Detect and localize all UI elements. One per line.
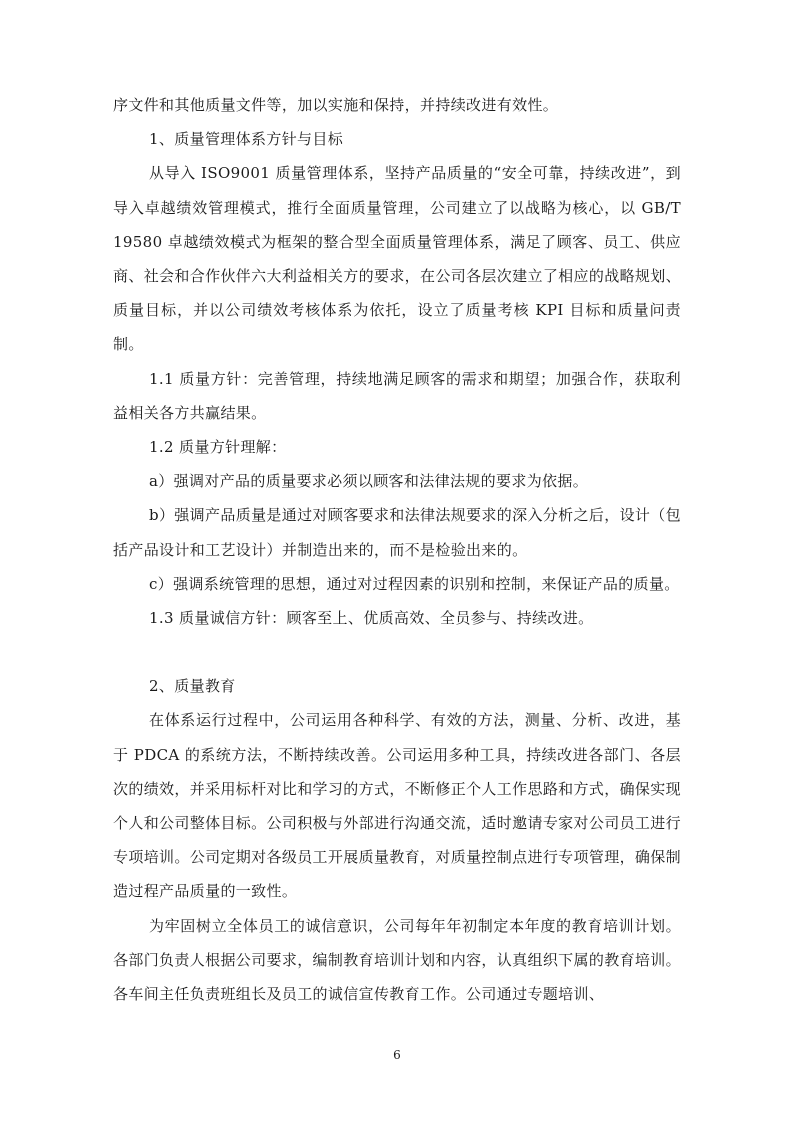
section-heading-quality-education: 2、质量教育: [149, 677, 236, 696]
paragraph-integrity-policy: 1.3 质量诚信方针：顾客至上、优质高效、全员参与、持续改进。: [149, 609, 594, 628]
page-number: 6: [393, 1048, 401, 1062]
paragraph-quality-system: 从导入 ISO9001 质量管理体系，坚持产品质量的“安全可靠，持续改进”，到导入卓越绩效管理模式，推行全面质量管理，公司建立了以战略为核心，以 GB/T 19580 卓越绩效模式为框架的整合型全面质量管理体系，满足了顾客、员工、供应商、社会和合作伙伴六大利益相关方的要求，在公司各层次建立了相应的战略规划、质量目标，并以公司绩效考核体系为依托，设立了质量考核 KPI 目标和质量问责制。: [113, 164, 681, 354]
paragraph-system-operation: 在体系运行过程中，公司运用各种科学、有效的方法，测量、分析、改进，基于 PDCA 的系统方法，不断持续改善。公司运用多种工具，持续改进各部门、各层次的绩效，并采用标杆对比和学习的方式，不断修正个人工作思路和方式，确保实现个人和公司整体目标。公司积极与外部进行沟通交流，适时邀请专家对公司员工进行专项培训。公司定期对各级员工开展质量教育，对质量控制点进行专项管理，确保制造过程产品质量的一致性。: [113, 711, 681, 901]
section-spacer: [113, 635, 681, 669]
section-heading-quality-policy: 1、质量管理体系方针与目标: [149, 130, 344, 149]
paragraph-policy-understanding-heading: 1.2 质量方针理解：: [149, 438, 287, 457]
list-item-a: a）强调对产品的质量要求必须以顾客和法律法规的要求为依据。: [149, 472, 589, 491]
list-item-c: c）强调系统管理的思想，通过对过程因素的识别和控制，来保证产品的质量。: [149, 574, 680, 593]
document-body: [113, 88, 681, 1011]
paragraph-continuation: 序文件和其他质量文件等，加以实施和保持，并持续改进有效性。: [113, 96, 559, 114]
list-item-b: b）强调产品质量是通过对顾客要求和法律法规要求的深入分析之后，设计（包括产品设计和工艺设计）并制造出来的，而不是检验出来的。: [113, 506, 681, 559]
paragraph-integrity-training: 为牢固树立全体员工的诚信意识，公司每年年初制定本年度的教育培训计划。各部门负责人根据公司要求，编制教育培训计划和内容，认真组织下属的教育培训。各车间主任负责班组长及员工的诚信宣传教育工作。公司通过专题培训、: [113, 916, 681, 1004]
paragraph-quality-policy: 1.1 质量方针：完善管理，持续地满足顾客的需求和期望；加强合作，获取利益相关各方共赢结果。: [113, 369, 681, 422]
